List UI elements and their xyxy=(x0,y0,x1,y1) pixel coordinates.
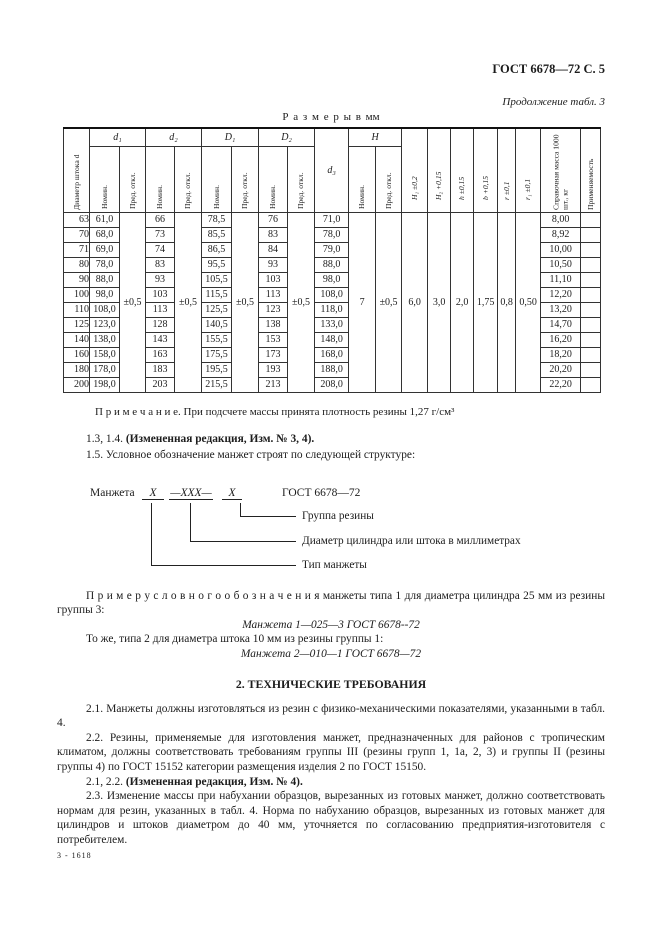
table-cell: 113 xyxy=(259,287,288,302)
diagram-label-cuff-type: Тип манжеты xyxy=(302,558,367,571)
table-sub-H-tolerance: Пред. откл. xyxy=(376,146,402,212)
table-cell xyxy=(581,287,601,302)
amendment-bold: (Измененная редакция, Изм. № 4). xyxy=(125,775,303,788)
table-sub-D1-nominal: Номин. xyxy=(202,146,232,212)
table-row xyxy=(64,212,601,227)
table-cell: 16,20 xyxy=(541,332,581,347)
table-cell: 155,5 xyxy=(202,332,232,347)
table-cell: 125 xyxy=(64,317,90,332)
table-cell: 178,0 xyxy=(90,362,120,377)
units-label: Р а з м е р ы в мм xyxy=(282,111,380,123)
table-cell: 61,0 xyxy=(90,212,120,227)
table-group-H: H xyxy=(349,128,402,146)
table-cell xyxy=(581,362,601,377)
table-col-r: r ±0,1 xyxy=(498,128,516,212)
table-cell-merged: 7 xyxy=(349,212,376,392)
table-cell: 173 xyxy=(259,347,288,362)
table-cell: 200 xyxy=(64,377,90,392)
table-cell: 168,0 xyxy=(315,347,349,362)
table-group-D2: D₂ xyxy=(259,128,315,146)
example-second-intro: То же, типа 2 для диаметра штока 10 мм из резины группы 1: xyxy=(86,633,384,646)
table-col-d3: d₃ xyxy=(315,128,349,212)
table-cell xyxy=(581,302,601,317)
table-cell: 12,20 xyxy=(541,287,581,302)
table-cell: 158,0 xyxy=(90,347,120,362)
clause-1-5: 1.5. Условное обозначение манжет строят по следующей структуре: xyxy=(86,449,416,462)
table-cell: 148,0 xyxy=(315,332,349,347)
table-col-applicability: Применяемость xyxy=(581,128,601,212)
table-cell xyxy=(581,347,601,362)
table-cell-merged: ±0,5 xyxy=(232,212,259,392)
table-cell: 105,5 xyxy=(202,272,232,287)
table-cell: 13,20 xyxy=(541,302,581,317)
table-cell: 133,0 xyxy=(315,317,349,332)
table-cell: 113 xyxy=(146,302,175,317)
table-sub-D1-tolerance: Пред. откл. xyxy=(232,146,259,212)
table-cell: 115,5 xyxy=(202,287,232,302)
designation-example-1: Манжета 1—025—3 ГОСТ 6678--72 xyxy=(242,618,420,631)
table-cell xyxy=(581,227,601,242)
table-cell: 118,0 xyxy=(315,302,349,317)
table-cell-merged: ±0,5 xyxy=(288,212,315,392)
table-cell: 84 xyxy=(259,242,288,257)
table-sub-H-nominal: Номин. xyxy=(349,146,376,212)
table-cell: 203 xyxy=(146,377,175,392)
table-sub-D2-nominal: Номин. xyxy=(259,146,288,212)
table-cell: 18,20 xyxy=(541,347,581,362)
diagram-label-rubber-group: Группа резины xyxy=(302,509,374,522)
table-cell-merged: ±0,5 xyxy=(175,212,202,392)
table-cell: 108,0 xyxy=(90,302,120,317)
table-cell: 128 xyxy=(146,317,175,332)
table-cell: 10,50 xyxy=(541,257,581,272)
table-cell: 69,0 xyxy=(90,242,120,257)
table-cell: 83 xyxy=(146,257,175,272)
table-cell xyxy=(581,317,601,332)
table-cell: 76 xyxy=(259,212,288,227)
designation-word: Манжета xyxy=(90,486,135,499)
table-continuation-label: Продолжение табл. 3 xyxy=(502,96,605,108)
table-cell: 63 xyxy=(64,212,90,227)
table-cell: 195,5 xyxy=(202,362,232,377)
table-cell-merged: 0,8 xyxy=(498,212,516,392)
amendment-prefix: 2.1, 2.2. xyxy=(86,775,126,788)
table-cell: 198,0 xyxy=(90,377,120,392)
table-cell: 83 xyxy=(259,227,288,242)
table-cell: 88,0 xyxy=(90,272,120,287)
table-cell: 100 xyxy=(64,287,90,302)
table-sub-d2-nominal: Номин. xyxy=(146,146,175,212)
table-cell: 22,20 xyxy=(541,377,581,392)
connector-line-type xyxy=(151,503,296,566)
table-cell: 123,0 xyxy=(90,317,120,332)
table-cell: 86,5 xyxy=(202,242,232,257)
designation-size-xxx: —XXX— xyxy=(170,486,212,499)
table-cell: 80 xyxy=(64,257,90,272)
table-col-r1: r₁ ±0,1 xyxy=(516,128,541,212)
table-cell-merged: 1,75 xyxy=(474,212,498,392)
designation-gost: ГОСТ 6678—72 xyxy=(282,486,361,499)
amendment-1-3-1-4 xyxy=(57,432,605,447)
designation-group-x: X xyxy=(222,487,242,500)
table-cell xyxy=(581,332,601,347)
table-cell: 140 xyxy=(64,332,90,347)
table-cell xyxy=(581,377,601,392)
table-cell: 138 xyxy=(259,317,288,332)
table-note: П р и м е ч а н и е. При подсчете массы принята плотность резины 1,27 г/см³ xyxy=(95,405,455,418)
table-cell xyxy=(581,272,601,287)
table-cell: 103 xyxy=(259,272,288,287)
table-cell: 11,10 xyxy=(541,272,581,287)
table-cell: 123 xyxy=(259,302,288,317)
table-cell: 160 xyxy=(64,347,90,362)
table-cell: 98,0 xyxy=(90,287,120,302)
table-cell xyxy=(581,242,601,257)
designation-diagram xyxy=(57,487,605,579)
clause-2-3: 2.3. Изменение массы при набухании образцов, вырезанных из готовых манжет, должно соответствовать нормам для резин, указанных в табл. 4. Норма по набуханию образцов, вырезанных из готовых манжет для цилиндров и штоков диаметром до 40 мм, уточняется по согласованию предприятия-изготовителя с потребителем. xyxy=(57,790,605,846)
amendment-prefix: 1.3, 1.4. xyxy=(86,432,126,445)
table-cell: 8,00 xyxy=(541,212,581,227)
table-cell: 71 xyxy=(64,242,90,257)
table-cell: 93 xyxy=(259,257,288,272)
table-cell: 14,70 xyxy=(541,317,581,332)
table-cell: 70 xyxy=(64,227,90,242)
table-col-H1: H₁ ±0,2 xyxy=(402,128,428,212)
dimensions-table xyxy=(63,127,601,393)
table-cell: 110 xyxy=(64,302,90,317)
table-cell-merged: 6,0 xyxy=(402,212,428,392)
table-cell: 20,20 xyxy=(541,362,581,377)
table-group-D1: D₁ xyxy=(202,128,259,146)
table-col-shaft-diameter: Диаметр штока d xyxy=(64,128,90,212)
table-cell: 71,0 xyxy=(315,212,349,227)
table-cell-merged: 2,0 xyxy=(451,212,474,392)
table-cell-merged: ±0,5 xyxy=(376,212,402,392)
table-cell: 183 xyxy=(146,362,175,377)
table-col-H2: H₂ +0,15 xyxy=(428,128,451,212)
table-cell-merged: 0,50 xyxy=(516,212,541,392)
table-cell: 208,0 xyxy=(315,377,349,392)
table-cell: 10,00 xyxy=(541,242,581,257)
table-col-h: h ±0,15 xyxy=(451,128,474,212)
sheet-mark: 3 - 1618 xyxy=(57,851,92,860)
amendment-bold: (Измененная редакция, Изм. № 3, 4). xyxy=(125,432,315,445)
table-cell xyxy=(581,257,601,272)
diagram-label-diameter: Диаметр цилиндра или штока в миллиметрах xyxy=(302,534,521,547)
table-cell: 78,0 xyxy=(315,227,349,242)
table-cell: 8,92 xyxy=(541,227,581,242)
table-cell-merged: 3,0 xyxy=(428,212,451,392)
table-cell: 125,5 xyxy=(202,302,232,317)
table-cell: 213 xyxy=(259,377,288,392)
table-cell: 78,0 xyxy=(90,257,120,272)
table-sub-d1-tolerance: Пред. откл. xyxy=(120,146,146,212)
table-cell: 175,5 xyxy=(202,347,232,362)
page-header: ГОСТ 6678—72 С. 5 xyxy=(492,62,605,76)
table-cell: 68,0 xyxy=(90,227,120,242)
clause-2-1: 2.1. Манжеты должны изготовляться из резин с физико-механическими показателями, указанными в табл. 4. xyxy=(57,702,605,730)
table-cell: 153 xyxy=(259,332,288,347)
table-cell: 143 xyxy=(146,332,175,347)
table-cell: 74 xyxy=(146,242,175,257)
table-cell: 78,5 xyxy=(202,212,232,227)
table-group-d2: d₂ xyxy=(146,128,202,146)
table-cell: 73 xyxy=(146,227,175,242)
table-cell: 93 xyxy=(146,272,175,287)
table-cell: 98,0 xyxy=(315,272,349,287)
table-cell: 103 xyxy=(146,287,175,302)
table-cell: 85,5 xyxy=(202,227,232,242)
table-cell: 79,0 xyxy=(315,242,349,257)
table-sub-d1-nominal: Номин. xyxy=(90,146,120,212)
clause-2-2: 2.2. Резины, применяемые для изготовления манжет, предназначенных для районов с тропическим климатом, должны соответствовать требованиям группы III (резины групп 1, 1а, 2, 3) и группы II (резины группы 4) по ГОСТ 15152 категории размещения изделия 2 по ГОСТ 15150. xyxy=(57,731,605,774)
amendment-2-1-2-2 xyxy=(57,775,605,790)
table-cell: 108,0 xyxy=(315,287,349,302)
table-sub-d2-tolerance: Пред. откл. xyxy=(175,146,202,212)
table-cell: 138,0 xyxy=(90,332,120,347)
table-cell: 95,5 xyxy=(202,257,232,272)
table-cell: 66 xyxy=(146,212,175,227)
table-cell: 215,5 xyxy=(202,377,232,392)
table-cell: 163 xyxy=(146,347,175,362)
table-col-b: b +0,15 xyxy=(474,128,498,212)
table-cell: 140,5 xyxy=(202,317,232,332)
table-cell: 193 xyxy=(259,362,288,377)
designation-example-2: Манжета 2—010—1 ГОСТ 6678—72 xyxy=(240,648,422,661)
section-title: 2. ТЕХНИЧЕСКИЕ ТРЕБОВАНИЯ xyxy=(235,676,427,691)
table-sub-D2-tolerance: Пред. откл. xyxy=(288,146,315,212)
table-cell: 90 xyxy=(64,272,90,287)
designation-type-x: X xyxy=(142,487,164,500)
table-group-d1: d₁ xyxy=(90,128,146,146)
table-cell: 180 xyxy=(64,362,90,377)
table-cell: 88,0 xyxy=(315,257,349,272)
table-col-mass: Справочная масса 1000 шт., кг xyxy=(541,128,581,212)
table-cell xyxy=(581,212,601,227)
table-cell-merged: ±0,5 xyxy=(120,212,146,392)
example-intro: П р и м е р у с л о в н о г о о б о з н а ч е н и я манжеты типа 1 для диаметра цилиндра 25 мм из резины группы 3: xyxy=(57,589,605,617)
table-cell: 188,0 xyxy=(315,362,349,377)
